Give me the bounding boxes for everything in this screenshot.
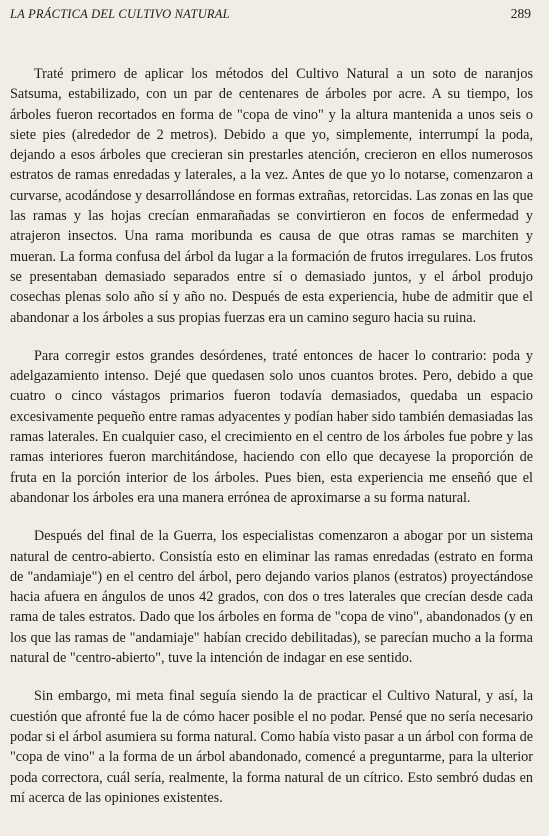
running-title: LA PRÁCTICA DEL CULTIVO NATURAL (10, 7, 230, 21)
paragraph-4: Sin embargo, mi meta final seguía siendo la de practicar el Cultivo Natural, y así, la cuestión que afronté fue la de cómo hacer posible el no podar. Pensé que no sería necesario podar si el árbol asumiera su forma natural. Como había visto pasar a un árbol con forma de "copa de vino" a la forma de un árbol abandonado, comencé a preguntarme, para la ulterior poda correctora, cuál sería, realmente, la forma natural de un cítrico. Esto sembró dudas en mí acerca de las opiniones existentes. (10, 688, 533, 806)
paragraph-2: Para corregir estos grandes desórdenes, traté entonces de hacer lo contrario: poda y adelgazamiento intenso. Dejé que quedasen solo unos cuantos brotes. Pero, debido a que cuatro o cinco vástagos primarios fueron todavía demasiados, quedaba un espacio excesivamente pequeño entre ramas adyacentes y podían haber sido también demasiadas las ramas laterales. En cualquier caso, el crecimiento en el centro de los árboles fue pobre y las ramas interiores fueron marchitándose, haciendo con ello que decayese la proporción de fruta en la porción interior de los árboles. Pues bien, esta experiencia me enseñó que el abandonar los árboles era una manera errónea de aproximarse a su forma natural. (10, 347, 533, 506)
paragraph-1: Traté primero de aplicar los métodos del Cultivo Natural a un soto de naranjos Satsuma, estabilizado, con un par de centenares de árboles por acre. A su tiempo, los árboles fueron recortados en forma de "copa de vino" y la altura mantenida a unos seis o siete pies (alrededor de 2 metros). Debido a que yo, simplemente, interrumpí la poda, dejando a esos árboles que crecieran sin prestarles atención, crecieron en ellos numerosos estratos de ramas enredadas y laterales, a la vez. Antes de que yo lo notarse, comenzaron a curvarse, acodándose y desarrollándose en formas extrañas, retorcidas. Las zonas en las que las ramas y las hojas crecían enmarañadas se convirtieron en focos de enfermedad y atrajeron insectos. Una rama moribunda es causa de que otras ramas se marchiten y mueran. La forma confusa del árbol da lugar a la formación de frutos irregulares. Los frutos se presentaban demasiado separados entre sí o demasiado juntos, y el árbol produjo cosechas plenas solo año sí y año no. Después de esta experiencia, hube de admitir que el abandonar a los árboles a sus propias fuerzas era un camino seguro hacia su ruina. (10, 66, 533, 326)
paragraph-3: Después del final de la Guerra, los especialistas comenzaron a abogar por un sistema natural de centro-abierto. Consistía esto en eliminar las ramas enredadas (estrato en forma de "andamiaje") en el centro del árbol, pero dejando varios planos (estratos) proyectándose hacia afuera en ángulos de unos 42 grados, con dos o tres laterales que crecían desde cada rama de tales estratos. Dado que los árboles en forma de "copa de vino", abandonados (y en los que las ramas de "andamiaje" habían crecido debilitadas), se parecían mucho a la forma natural de "centro-abierto", tuve la intención de indagar en ese sentido. (10, 528, 533, 667)
page-number: 289 (510, 6, 531, 21)
page-header (10, 6, 533, 32)
body-text (10, 64, 533, 808)
